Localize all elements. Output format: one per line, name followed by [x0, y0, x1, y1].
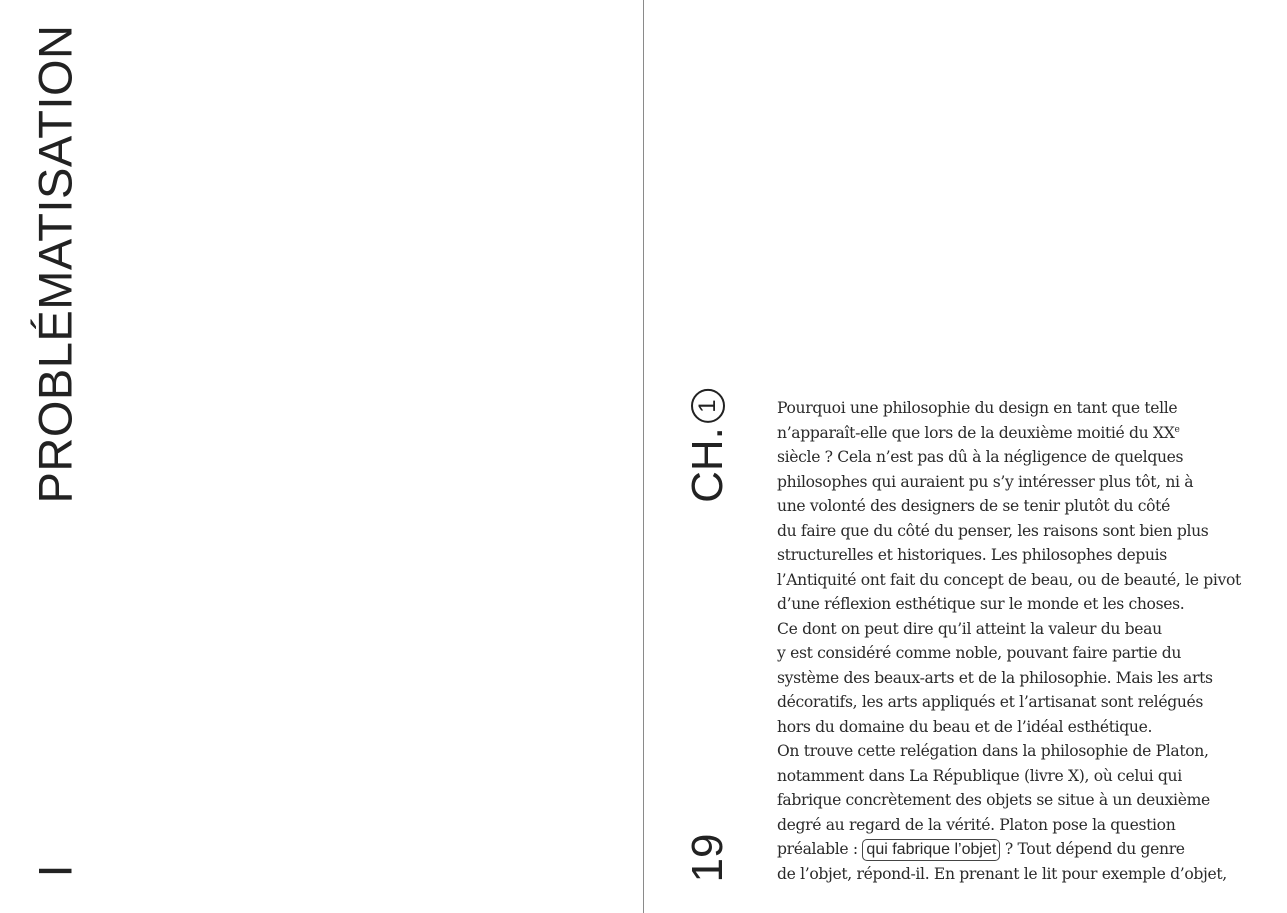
chapter-marker	[683, 389, 733, 503]
highlighted-question: qui fabrique l’objet	[862, 839, 1000, 861]
text-line: fabrique concrètement des objets se situe à un deuxième	[777, 791, 1210, 809]
text-line: du faire que du côté du penser, les raisons sont bien plus	[777, 521, 1209, 540]
text-line-content: ? Tout dépend du genre	[1004, 840, 1185, 858]
text-line: siècle ? Cela n’est pas dû à la négligence de quelques	[777, 448, 1184, 466]
text-line: structurelles et historiques. Les philosophes depuis	[777, 546, 1167, 564]
text-line: une volonté des designers de se tenir plutôt du côté	[777, 497, 1170, 515]
superscript: e	[1174, 424, 1180, 435]
text-line: système des beaux-arts et de la philosophie. Mais les arts	[777, 668, 1213, 687]
text-line: d’une réflexion esthétique sur le monde et les choses.	[777, 595, 1185, 613]
chapter-number-circle: 1	[691, 389, 725, 423]
text-line: degré au regard de la vérité. Platon pose la question	[777, 815, 1176, 834]
text-line: Pourquoi une philosophie du design en tant que telle	[777, 399, 1178, 417]
text-line: y est considéré comme noble, pouvant faire partie du	[777, 644, 1182, 662]
text-line: Ce dont on peut dire qu’il atteint la valeur du beau	[777, 619, 1162, 638]
text-line: On trouve cette relégation dans la philosophie de Platon,	[777, 742, 1209, 760]
page-number: 19	[683, 833, 732, 883]
page-gutter-divider	[643, 0, 644, 913]
chapter-label: CH.	[683, 427, 732, 503]
text-line	[777, 837, 1267, 862]
text-line	[777, 421, 1267, 446]
text-line: décoratifs, les arts appliqués et l’artisanat sont relégués	[777, 693, 1204, 711]
text-line-content: préalable :	[777, 840, 858, 858]
body-paragraph	[777, 396, 1267, 886]
text-line: notamment dans La République (livre X), où celui qui	[777, 766, 1182, 785]
text-line-content: n’apparaît-elle que lors de la deuxième moitié du XX	[777, 423, 1175, 442]
section-number: I	[28, 864, 82, 878]
text-line: de l’objet, répond-il. En prenant le lit pour exemple d’objet,	[777, 864, 1227, 883]
text-line: l’Antiquité ont fait du concept de beau, ou de beauté, le pivot	[777, 570, 1241, 589]
section-title: PROBLÉMATISATION	[28, 24, 82, 504]
text-line: philosophes qui auraient pu s’y intéresser plus tôt, ni à	[777, 472, 1194, 491]
text-line: hors du domaine du beau et de l’idéal esthétique.	[777, 717, 1153, 736]
